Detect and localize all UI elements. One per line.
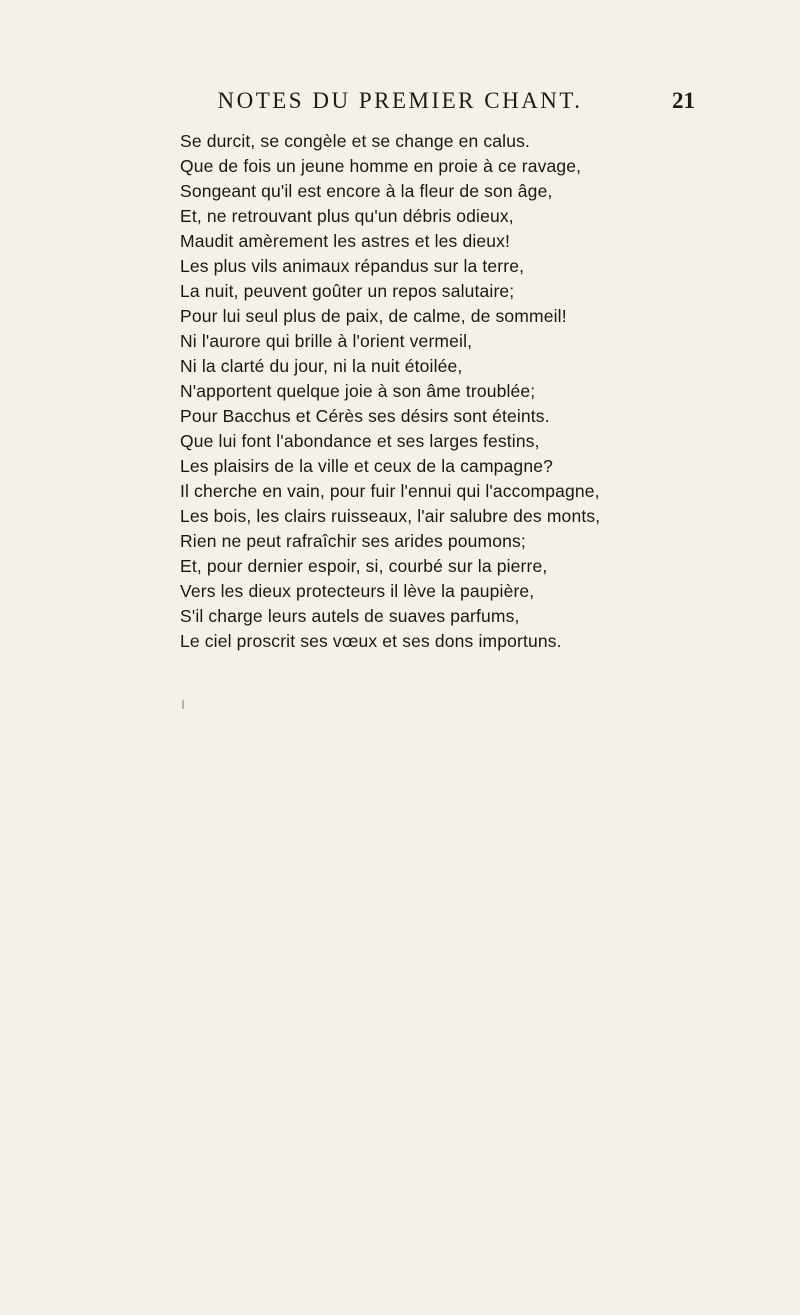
paper-speck <box>182 700 184 709</box>
page-number: 21 <box>672 88 695 113</box>
verse-line: Pour lui seul plus de paix, de calme, de sommeil! <box>180 306 567 326</box>
verse-line: Il cherche en vain, pour fuir l'ennui qui l'accompagne, <box>180 481 600 501</box>
verse-line: Que lui font l'abondance et ses larges festins, <box>180 431 540 451</box>
verse-line: Rien ne peut rafraîchir ses arides poumons; <box>180 531 526 551</box>
verse-line: Songeant qu'il est encore à la fleur de son âge, <box>180 181 553 201</box>
verse-block <box>180 129 720 654</box>
verse-line: Les bois, les clairs ruisseaux, l'air salubre des monts, <box>180 506 601 526</box>
verse-line: Les plaisirs de la ville et ceux de la campagne? <box>180 456 553 476</box>
verse-line: Le ciel proscrit ses vœux et ses dons importuns. <box>180 631 562 651</box>
verse-line: Ni la clarté du jour, ni la nuit étoilée, <box>180 356 463 376</box>
running-head <box>0 88 800 118</box>
verse-line: Et, ne retrouvant plus qu'un débris odieux, <box>180 206 514 226</box>
verse-line: Et, pour dernier espoir, si, courbé sur la pierre, <box>180 556 548 576</box>
verse-line: Que de fois un jeune homme en proie à ce ravage, <box>180 156 582 176</box>
verse-line: Les plus vils animaux répandus sur la terre, <box>180 256 525 276</box>
verse-line: S'il charge leurs autels de suaves parfums, <box>180 606 520 626</box>
verse-line: Maudit amèrement les astres et les dieux! <box>180 231 511 251</box>
verse-line: La nuit, peuvent goûter un repos salutaire; <box>180 281 515 301</box>
verse-line: Pour Bacchus et Cérès ses désirs sont éteints. <box>180 406 550 426</box>
verse-line: Vers les dieux protecteurs il lève la paupière, <box>180 581 535 601</box>
verse-line: N'apportent quelque joie à son âme troublée; <box>180 381 536 401</box>
verse-line: Ni l'aurore qui brille à l'orient vermeil, <box>180 331 473 351</box>
running-title: NOTES DU PREMIER CHANT. <box>217 88 583 113</box>
verse-line: Se durcit, se congèle et se change en calus. <box>180 131 531 151</box>
